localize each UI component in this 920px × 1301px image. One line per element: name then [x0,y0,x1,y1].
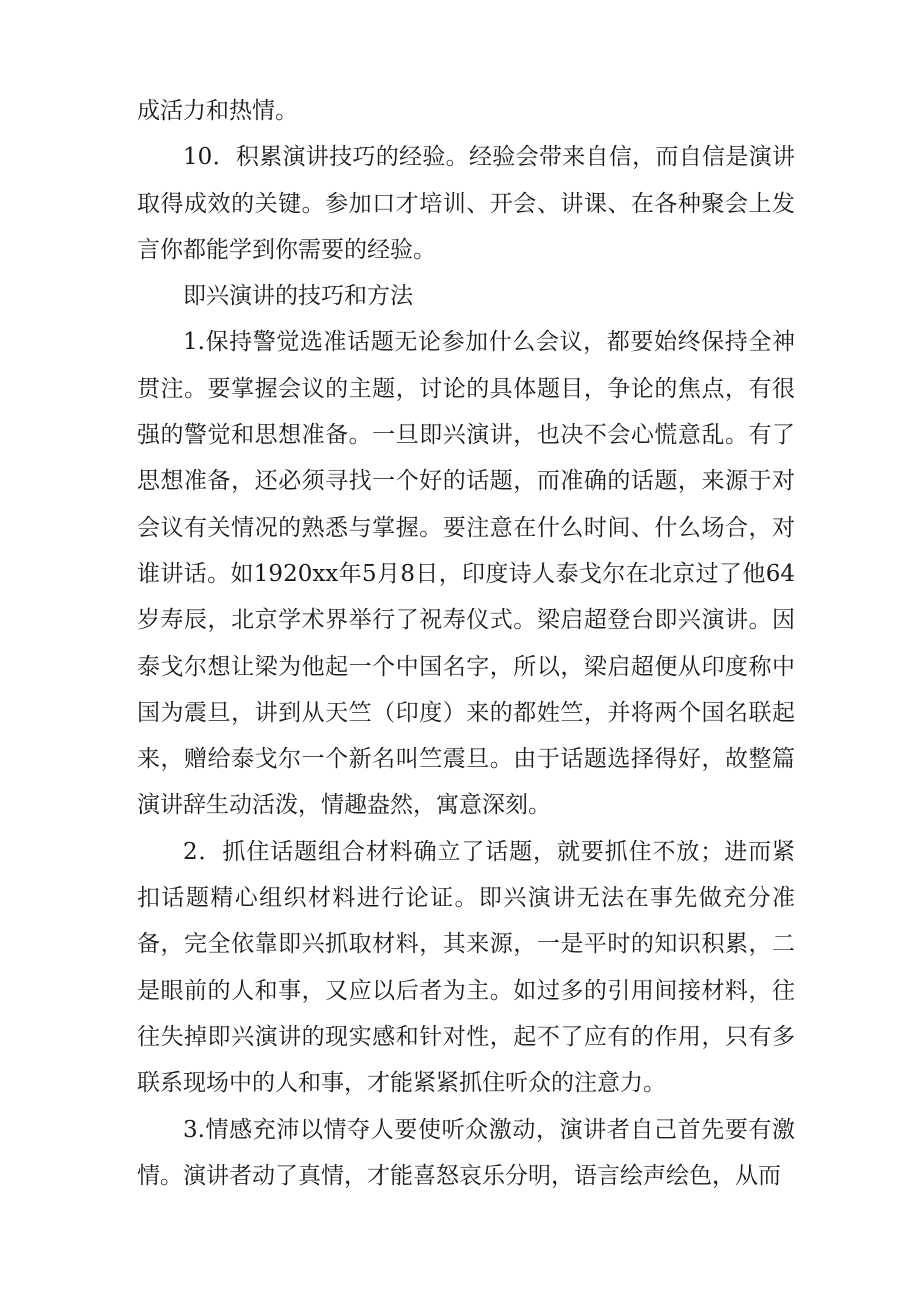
paragraph-method-1: 1.保持警觉选准话题无论参加什么会议，都要始终保持全神贯注。要掌握会议的主题，讨论的具体题目，争论的焦点，有很强的警觉和思想准备。一旦即兴演讲，也决不会心慌意乱。有了思想准备，还必须寻找一个好的话题，而准确的话题，来源于对会议有关情况的熟悉与掌握。要注意在什么时间、什么场合，对谁讲话。如1920xx年5月8日，印度诗人泰戈尔在北京过了他64岁寿辰，北京学术界举行了祝寿仪式。梁启超登台即兴演讲。因泰戈尔想让梁为他起一个中国名字，所以，梁启超便从印度称中国为震旦，讲到从天竺（印度）来的都姓竺，并将两个国名联起来，赠给泰戈尔一个新名叫竺震旦。由于话题选择得好，故整篇演讲辞生动活泼，情趣盎然，寓意深刻。 [137,329,795,819]
paragraph-tip-10: 10．积累演讲技巧的经验。经验会带来自信，而自信是演讲取得成效的关键。参加口才培训、开会、讲课、在各种聚会上发言你都能学到你需要的经验。 [137,144,795,263]
paragraph-method-3: 3.情感充沛以情夺人要使听众激动，演讲者自己首先要有激情。演讲者动了真情，才能喜怒哀乐分明，语言绘声绘色，从而 [137,1116,795,1189]
paragraph-method-2: 2．抓住话题组合材料确立了话题，就要抓住不放；进而紧扣话题精心组织材料进行论证。即兴演讲无法在事先做充分准备，完全依靠即兴抓取材料，其来源，一是平时的知识积累，二是眼前的人和事，又应以后者为主。如过多的引用间接材料，往往失掉即兴演讲的现实感和针对性，起不了应有的作用，只有多联系现场中的人和事，才能紧紧抓住听众的注意力。 [137,838,795,1097]
section-heading: 即兴演讲的技巧和方法 [183,283,413,310]
document-body [137,88,795,1199]
paragraph-continuation: 成活力和热情。 [137,98,298,124]
